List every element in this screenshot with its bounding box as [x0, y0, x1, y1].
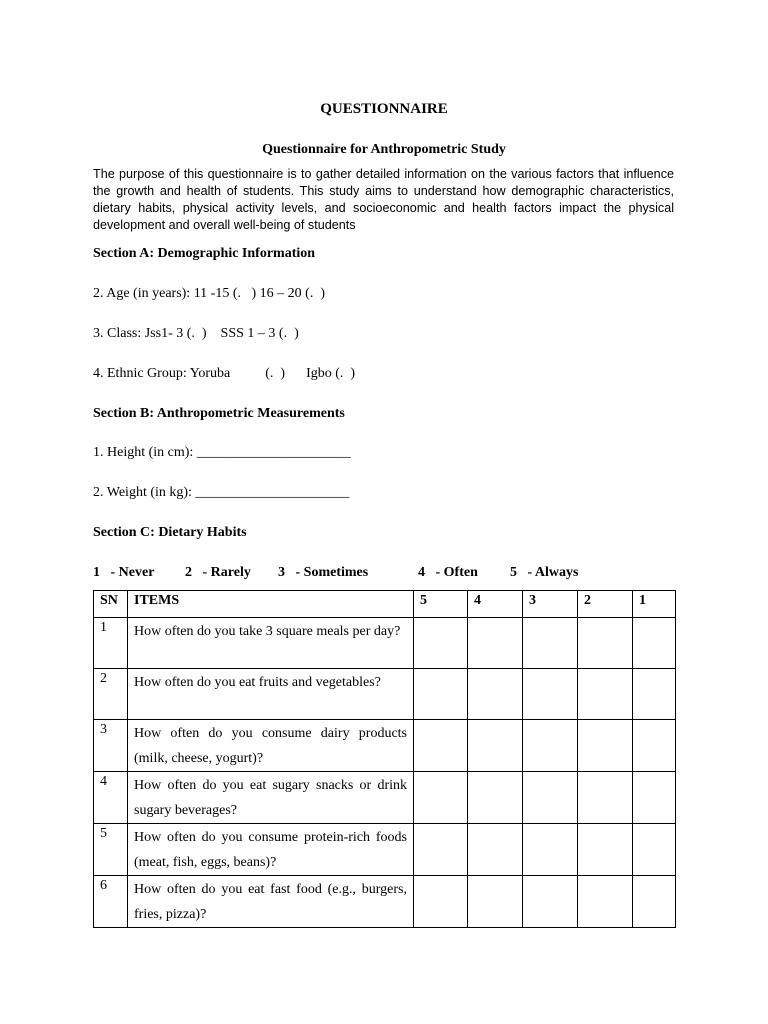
section-a-heading: Section A: Demographic Information: [93, 246, 316, 261]
row-item: How often do you consume protein-rich foods (meat, fish, eggs, beans)?: [128, 824, 414, 876]
rating-cell-5[interactable]: [414, 618, 468, 669]
table-row: [94, 618, 676, 669]
header-rating-4: 4: [468, 591, 523, 618]
rating-cell-1[interactable]: [633, 669, 676, 720]
page-title: QUESTIONNAIRE: [320, 101, 448, 117]
rating-cell-5[interactable]: [414, 720, 468, 772]
rating-cell-2[interactable]: [578, 720, 633, 772]
rating-cell-4[interactable]: [468, 772, 523, 824]
row-sn: 1: [94, 618, 128, 669]
page-subtitle: Questionnaire for Anthropometric Study: [262, 142, 506, 157]
row-sn: 5: [94, 824, 128, 876]
rating-cell-1[interactable]: [633, 618, 676, 669]
section-c-heading: Section C: Dietary Habits: [93, 525, 247, 540]
table-row: [94, 720, 676, 772]
row-sn: 6: [94, 876, 128, 928]
rating-cell-3[interactable]: [523, 669, 578, 720]
rating-cell-1[interactable]: [633, 824, 676, 876]
row-item: How often do you eat sugary snacks or drink sugary beverages?: [128, 772, 414, 824]
weight-field: 2. Weight (in kg): ______________________: [93, 485, 350, 500]
rating-cell-3[interactable]: [523, 772, 578, 824]
rating-scale-legend: [93, 565, 693, 585]
row-sn: 4: [94, 772, 128, 824]
rating-cell-3[interactable]: [523, 824, 578, 876]
scale-item-always: 5 - Always: [510, 565, 579, 580]
rating-cell-4[interactable]: [468, 669, 523, 720]
row-item: How often do you eat fruits and vegetables?: [128, 669, 414, 720]
rating-cell-2[interactable]: [578, 618, 633, 669]
header-items: ITEMS: [128, 591, 414, 618]
header-rating-2: 2: [578, 591, 633, 618]
table-row: [94, 772, 676, 824]
rating-cell-4[interactable]: [468, 720, 523, 772]
section-b-heading: Section B: Anthropometric Measurements: [93, 406, 345, 421]
header-sn: SN: [94, 591, 128, 618]
rating-cell-1[interactable]: [633, 720, 676, 772]
header-rating-1: 1: [633, 591, 676, 618]
class-question: 3. Class: Jss1- 3 (. ) SSS 1 – 3 (. ): [93, 326, 299, 341]
scale-item-often: 4 - Often: [418, 565, 478, 580]
rating-cell-4[interactable]: [468, 876, 523, 928]
rating-cell-3[interactable]: [523, 618, 578, 669]
scale-item-rarely: 2 - Rarely: [185, 565, 251, 580]
rating-cell-5[interactable]: [414, 669, 468, 720]
header-rating-5: 5: [414, 591, 468, 618]
height-field: 1. Height (in cm): ______________________: [93, 445, 351, 460]
age-question: 2. Age (in years): 11 -15 (. ) 16 – 20 (. ): [93, 286, 325, 301]
rating-cell-5[interactable]: [414, 824, 468, 876]
rating-cell-2[interactable]: [578, 876, 633, 928]
ethnic-group-question: 4. Ethnic Group: Yoruba (. ) Igbo (. ): [93, 366, 356, 381]
rating-cell-2[interactable]: [578, 824, 633, 876]
rating-cell-3[interactable]: [523, 720, 578, 772]
row-sn: 3: [94, 720, 128, 772]
scale-item-never: 1 - Never: [93, 565, 155, 580]
row-item: How often do you take 3 square meals per day?: [128, 618, 414, 669]
rating-cell-3[interactable]: [523, 876, 578, 928]
rating-cell-5[interactable]: [414, 772, 468, 824]
table-row: [94, 824, 676, 876]
row-sn: 2: [94, 669, 128, 720]
intro-paragraph: The purpose of this questionnaire is to gather detailed information on the various factors that influence the growth and health of students. This study aims to understand how demographic characteristics, dietary habits, physical activity levels, and socioeconomic and health factors impact the physical development and overall well-being of students: [93, 167, 674, 232]
rating-cell-5[interactable]: [414, 876, 468, 928]
rating-cell-4[interactable]: [468, 824, 523, 876]
row-item: How often do you eat fast food (e.g., burgers, fries, pizza)?: [128, 876, 414, 928]
header-rating-3: 3: [523, 591, 578, 618]
rating-cell-2[interactable]: [578, 772, 633, 824]
table-row: [94, 876, 676, 928]
row-item: How often do you consume dairy products (milk, cheese, yogurt)?: [128, 720, 414, 772]
rating-cell-4[interactable]: [468, 618, 523, 669]
scale-item-sometimes: 3 - Sometimes: [278, 565, 369, 580]
dietary-habits-table: [93, 590, 676, 928]
table-header-row: [94, 591, 676, 618]
rating-cell-1[interactable]: [633, 772, 676, 824]
rating-cell-2[interactable]: [578, 669, 633, 720]
rating-cell-1[interactable]: [633, 876, 676, 928]
table-row: [94, 669, 676, 720]
